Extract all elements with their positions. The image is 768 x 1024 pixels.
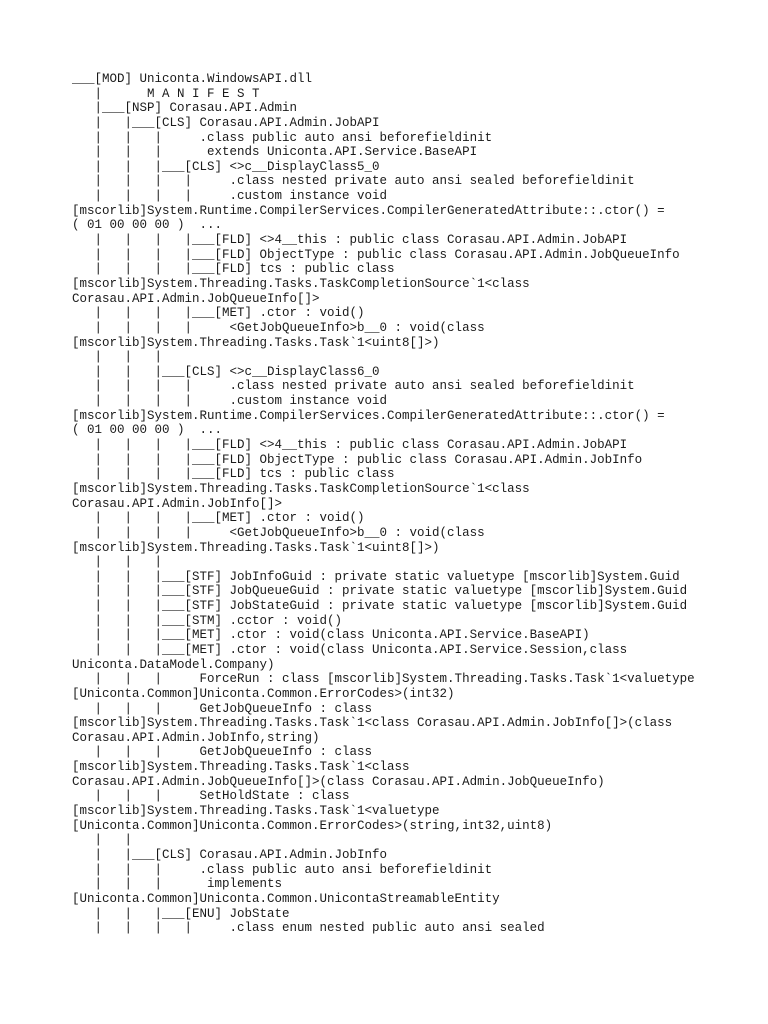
code-line: | | | |___[FLD] ObjectType : public class Corasau.API.Admin.JobQueueInfo bbox=[72, 247, 680, 262]
code-line: Corasau.API.Admin.JobQueueInfo[]>(class Corasau.API.Admin.JobQueueInfo) bbox=[72, 774, 605, 789]
code-line: | | | |___[MET] .ctor : void() bbox=[72, 511, 365, 526]
code-line: | | |___[CLS] <>c__DisplayClass6_0 bbox=[72, 364, 380, 379]
code-line: [Uniconta.Common]Uniconta.Common.ErrorCodes>(int32) bbox=[72, 686, 455, 701]
code-line: | | |___[STF] JobInfoGuid : private static valuetype [mscorlib]System.Guid bbox=[72, 569, 680, 584]
code-line: Uniconta.DataModel.Company) bbox=[72, 657, 275, 672]
code-line: | |___[CLS] Corasau.API.Admin.JobAPI bbox=[72, 115, 380, 130]
code-line: [mscorlib]System.Threading.Tasks.TaskCompletionSource`1<class bbox=[72, 481, 530, 496]
code-line: | | |___[STF] JobStateGuid : private static valuetype [mscorlib]System.Guid bbox=[72, 599, 688, 614]
code-line: [mscorlib]System.Threading.Tasks.Task`1<class bbox=[72, 760, 410, 775]
code-line: | | | bbox=[72, 350, 163, 365]
code-line: Corasau.API.Admin.JobInfo[]> bbox=[72, 496, 283, 511]
code-line: | | | implements bbox=[72, 877, 283, 892]
code-line: | | | GetJobQueueInfo : class bbox=[72, 745, 373, 760]
code-line: Corasau.API.Admin.JobQueueInfo[]> bbox=[72, 291, 320, 306]
code-line: | | | | <GetJobQueueInfo>b__0 : void(class bbox=[72, 320, 485, 335]
code-line: | | | |___[FLD] ObjectType : public class Corasau.API.Admin.JobInfo bbox=[72, 452, 643, 467]
code-line: | | | |___[FLD] <>4__this : public class Corasau.API.Admin.JobAPI bbox=[72, 233, 628, 248]
code-line: | | | | .custom instance void bbox=[72, 394, 388, 409]
code-line: | | | ForceRun : class [mscorlib]System.Threading.Tasks.Task`1<valuetype bbox=[72, 672, 695, 687]
code-line: [mscorlib]System.Threading.Tasks.Task`1<uint8[]>) bbox=[72, 335, 440, 350]
code-line: | | |___[MET] .ctor : void(class Uniconta.API.Service.BaseAPI) bbox=[72, 628, 590, 643]
code-line: | | |___[STM] .cctor : void() bbox=[72, 613, 343, 628]
code-line: | | | .class public auto ansi beforefieldinit bbox=[72, 130, 493, 145]
code-line: ___[MOD] Uniconta.WindowsAPI.dll bbox=[72, 72, 313, 86]
code-line: | | | | <GetJobQueueInfo>b__0 : void(class bbox=[72, 525, 485, 540]
code-line: | | | | .class nested private auto ansi sealed beforefieldinit bbox=[72, 174, 635, 189]
code-line: | | | |___[FLD] tcs : public class bbox=[72, 262, 395, 277]
code-line: [Uniconta.Common]Uniconta.Common.ErrorCodes>(string,int32,uint8) bbox=[72, 818, 553, 833]
code-line: Corasau.API.Admin.JobInfo,string) bbox=[72, 730, 320, 745]
code-line: | | |___[CLS] <>c__DisplayClass5_0 bbox=[72, 159, 380, 174]
code-line: [mscorlib]System.Threading.Tasks.Task`1<uint8[]>) bbox=[72, 540, 440, 555]
code-line: | | | | .class enum nested public auto ansi sealed bbox=[72, 921, 545, 936]
code-line: ( 01 00 00 00 ) ... bbox=[72, 423, 223, 438]
code-line: | | |___[ENU] JobState bbox=[72, 906, 290, 921]
code-line: | | | |___[FLD] <>4__this : public class Corasau.API.Admin.JobAPI bbox=[72, 438, 628, 453]
code-line: | | | GetJobQueueInfo : class bbox=[72, 701, 373, 716]
code-line: | | |___[STF] JobQueueGuid : private static valuetype [mscorlib]System.Guid bbox=[72, 584, 688, 599]
code-line: |___[NSP] Corasau.API.Admin bbox=[72, 101, 298, 116]
code-line: ( 01 00 00 00 ) ... bbox=[72, 218, 223, 233]
code-line: | | | |___[MET] .ctor : void() bbox=[72, 306, 365, 321]
code-line: [mscorlib]System.Runtime.CompilerServices.CompilerGeneratedAttribute::.ctor() = bbox=[72, 203, 665, 218]
code-line: | | | bbox=[72, 555, 163, 570]
code-line: | | |___[MET] .ctor : void(class Uniconta.API.Service.Session,class bbox=[72, 642, 628, 657]
document-page bbox=[72, 72, 762, 936]
code-line: | M A N I F E S T bbox=[72, 86, 260, 101]
code-line: [mscorlib]System.Threading.Tasks.Task`1<valuetype bbox=[72, 804, 440, 819]
code-line: | | | |___[FLD] tcs : public class bbox=[72, 467, 395, 482]
code-line: [Uniconta.Common]Uniconta.Common.UnicontaStreamableEntity bbox=[72, 891, 500, 906]
code-line: | | | extends Uniconta.API.Service.BaseAPI bbox=[72, 145, 478, 160]
code-line: [mscorlib]System.Threading.Tasks.TaskCompletionSource`1<class bbox=[72, 276, 530, 291]
code-line: | |___[CLS] Corasau.API.Admin.JobInfo bbox=[72, 847, 388, 862]
code-line: | | | SetHoldState : class bbox=[72, 789, 350, 804]
code-line: | | | .class public auto ansi beforefieldinit bbox=[72, 862, 493, 877]
code-line: | | bbox=[72, 833, 133, 848]
code-line: [mscorlib]System.Threading.Tasks.Task`1<class Corasau.API.Admin.JobInfo[]>(class bbox=[72, 716, 673, 731]
code-line: | | | | .custom instance void bbox=[72, 189, 388, 204]
code-line: [mscorlib]System.Runtime.CompilerServices.CompilerGeneratedAttribute::.ctor() = bbox=[72, 408, 665, 423]
code-line: | | | | .class nested private auto ansi sealed beforefieldinit bbox=[72, 379, 635, 394]
